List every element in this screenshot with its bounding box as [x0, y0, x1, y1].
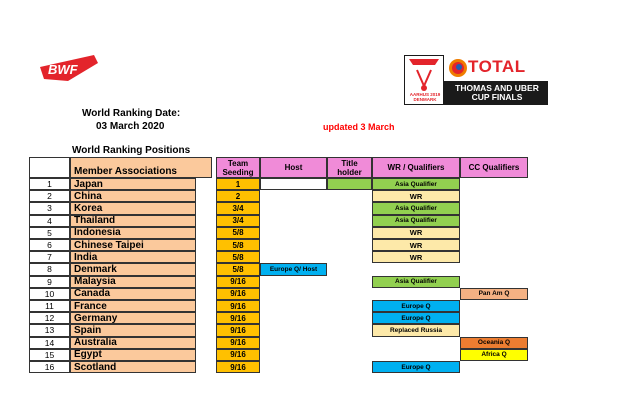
- team-seeding-cell: 3/4: [216, 215, 260, 227]
- event-sponsor-logo: [404, 55, 548, 105]
- cc-qualifiers-header: CC Qualifiers: [460, 157, 528, 178]
- wr-qualifier-cell: Asia Qualifier: [372, 202, 460, 214]
- rank-cell: 3: [29, 202, 70, 214]
- host-header: Host: [260, 157, 327, 178]
- rank-cell: 14: [29, 337, 70, 349]
- event-emblem: [404, 55, 444, 105]
- member-association-cell: Japan: [70, 178, 196, 190]
- member-association-cell: Indonesia: [70, 227, 196, 239]
- team-seeding-cell: 3/4: [216, 202, 260, 214]
- team-seeding-cell: 9/16: [216, 324, 260, 336]
- title-holder-header-line1: Title: [341, 159, 358, 168]
- team-seeding-header-line1: Team: [227, 158, 249, 168]
- rank-cell: 2: [29, 190, 70, 202]
- member-association-cell: China: [70, 190, 196, 202]
- wr-qualifier-cell: WR: [372, 190, 460, 202]
- bwf-logo-shape: [38, 53, 100, 83]
- rank-cell: 6: [29, 239, 70, 251]
- team-seeding-header-line2: Seeding: [222, 167, 254, 177]
- rank-cell: 4: [29, 215, 70, 227]
- wr-qualifiers-header: WR / Qualifiers: [372, 157, 460, 178]
- bwf-logo-text: BWF: [48, 62, 78, 77]
- rank-cell: 5: [29, 227, 70, 239]
- wr-qualifier-cell: Asia Qualifier: [372, 276, 460, 288]
- wr-qualifier-cell: Europe Q: [372, 300, 460, 312]
- rank-cell: 13: [29, 324, 70, 336]
- rank-header: [29, 157, 70, 178]
- rank-cell: 9: [29, 276, 70, 288]
- wr-qualifier-cell: Asia Qualifier: [372, 178, 460, 190]
- member-associations-header: Member Associations: [70, 157, 212, 178]
- member-association-cell: Australia: [70, 337, 196, 349]
- member-association-cell: Denmark: [70, 263, 196, 275]
- title-holder-cell: [327, 178, 372, 190]
- team-seeding-header: [216, 157, 260, 178]
- event-name-line2: CUP FINALS: [471, 92, 523, 102]
- rank-cell: 12: [29, 312, 70, 324]
- rank-cell: 8: [29, 263, 70, 275]
- team-seeding-cell: 1: [216, 178, 260, 190]
- title-holder-header: [327, 157, 372, 178]
- member-association-cell: Canada: [70, 288, 196, 300]
- title-holder-header-line2: holder: [337, 168, 362, 177]
- event-emblem-bwf-text: BWF: [415, 60, 431, 67]
- team-seeding-cell: 9/16: [216, 288, 260, 300]
- host-cell: Europe Q/ Host: [260, 263, 327, 275]
- team-seeding-cell: 5/8: [216, 263, 260, 275]
- member-association-cell: Germany: [70, 312, 196, 324]
- cc-qualifier-cell: Oceania Q: [460, 337, 528, 349]
- team-seeding-cell: 9/16: [216, 361, 260, 373]
- rank-cell: 1: [29, 178, 70, 190]
- event-name-line1: THOMAS AND UBER: [455, 83, 539, 93]
- team-seeding-cell: 9/16: [216, 276, 260, 288]
- team-seeding-cell: 9/16: [216, 337, 260, 349]
- member-association-cell: Egypt: [70, 349, 196, 361]
- member-association-cell: Thailand: [70, 215, 196, 227]
- cc-qualifier-cell: Africa Q: [460, 349, 528, 361]
- rank-cell: 11: [29, 300, 70, 312]
- member-association-cell: Chinese Taipei: [70, 239, 196, 251]
- member-association-cell: Scotland: [70, 361, 196, 373]
- wr-qualifier-cell: WR: [372, 227, 460, 239]
- member-association-cell: Malaysia: [70, 276, 196, 288]
- rank-cell: 16: [29, 361, 70, 373]
- team-seeding-cell: 5/8: [216, 227, 260, 239]
- team-seeding-cell: 9/16: [216, 349, 260, 361]
- wr-qualifier-cell: WR: [372, 251, 460, 263]
- wr-qualifier-cell: WR: [372, 239, 460, 251]
- wr-qualifier-cell: Replaced Russia: [372, 324, 460, 336]
- section-title: World Ranking Positions: [72, 145, 191, 156]
- team-seeding-cell: 2: [216, 190, 260, 202]
- team-seeding-cell: 9/16: [216, 300, 260, 312]
- member-association-cell: Korea: [70, 202, 196, 214]
- wr-qualifier-cell: Asia Qualifier: [372, 215, 460, 227]
- bwf-logo: [38, 53, 100, 83]
- member-association-cell: India: [70, 251, 196, 263]
- member-association-cell: France: [70, 300, 196, 312]
- event-location: AARHUS 2019 DENMARK: [409, 92, 441, 102]
- total-swirl-icon: [447, 57, 469, 79]
- member-association-cell: Spain: [70, 324, 196, 336]
- host-cell-empty: [260, 178, 327, 190]
- rank-cell: 10: [29, 288, 70, 300]
- ranking-date: 03 March 2020: [96, 121, 165, 132]
- team-seeding-cell: 5/8: [216, 239, 260, 251]
- sponsor-brand: TOTAL: [468, 57, 526, 76]
- team-seeding-cell: 5/8: [216, 251, 260, 263]
- ranking-date-label: World Ranking Date:: [82, 108, 181, 119]
- rank-cell: 7: [29, 251, 70, 263]
- wr-qualifier-cell: Europe Q: [372, 312, 460, 324]
- rank-cell: 15: [29, 349, 70, 361]
- wr-qualifier-cell: Europe Q: [372, 361, 460, 373]
- cc-qualifier-cell: Pan Am Q: [460, 288, 528, 300]
- team-seeding-cell: 9/16: [216, 312, 260, 324]
- updated-note: updated 3 March: [323, 122, 395, 132]
